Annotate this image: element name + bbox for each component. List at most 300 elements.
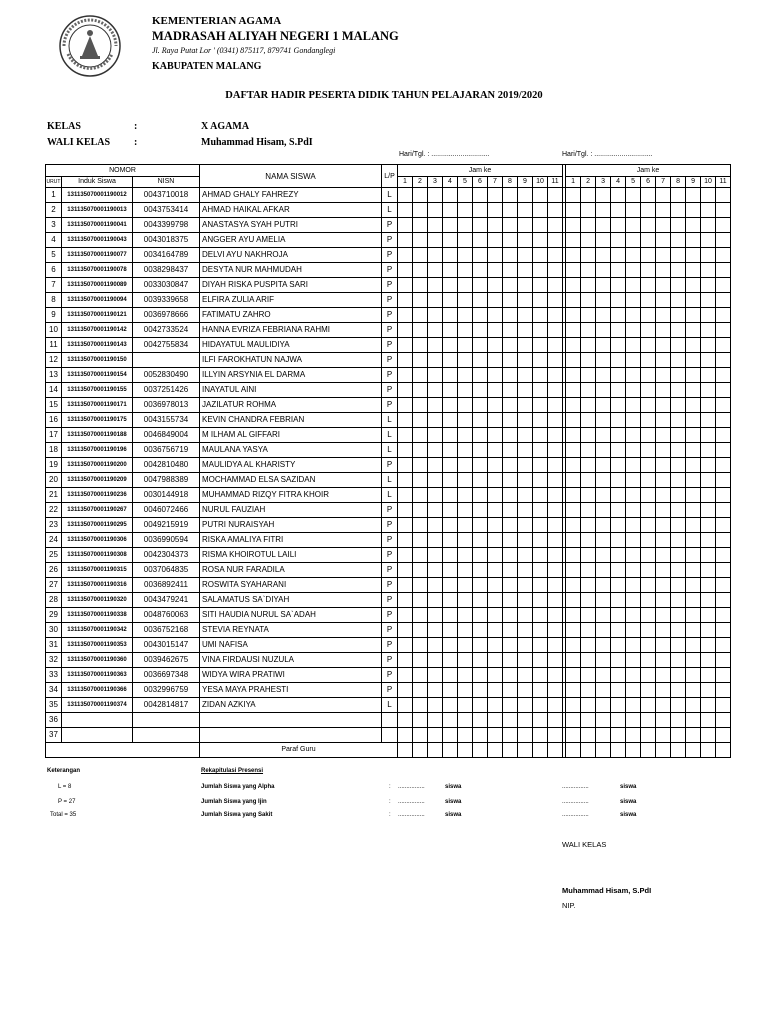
attendance-cell (548, 623, 563, 638)
hour-2: 2 (581, 177, 596, 188)
attendance-cell (611, 698, 626, 713)
attendance-cell (458, 623, 473, 638)
gender: P (382, 593, 398, 608)
table-row (46, 218, 731, 233)
attendance-cell (413, 308, 428, 323)
attendance-cell (533, 188, 548, 203)
attendance-cell (458, 638, 473, 653)
keterangan-label: Keterangan (47, 768, 81, 774)
attendance-cell (518, 203, 533, 218)
attendance-cell (398, 443, 413, 458)
attendance-cell (473, 473, 488, 488)
attendance-cell (473, 443, 488, 458)
attendance-cell (686, 383, 701, 398)
attendance-cell (671, 473, 686, 488)
induk-siswa: 131135070001190077 (62, 248, 133, 263)
student-name: WIDYA WIRA PRATIWI (200, 668, 382, 683)
attendance-cell (473, 668, 488, 683)
attendance-cell (626, 518, 641, 533)
attendance-cell (443, 458, 458, 473)
attendance-cell (548, 308, 563, 323)
attendance-cell (398, 563, 413, 578)
attendance-cell (686, 653, 701, 668)
attendance-cell (518, 188, 533, 203)
student-name: DIYAH RISKA PUSPITA SARI (200, 278, 382, 293)
attendance-cell (413, 443, 428, 458)
attendance-cell (701, 683, 716, 698)
attendance-cell (596, 293, 611, 308)
row-number: 24 (46, 533, 62, 548)
student-name: HANNA EVRIZA FEBRIANA RAHMI (200, 323, 382, 338)
male-count: L = 8 (58, 784, 72, 790)
attendance-cell (626, 263, 641, 278)
attendance-cell (671, 698, 686, 713)
attendance-cell (701, 728, 716, 743)
nisn: 0033030847 (133, 278, 200, 293)
attendance-cell (443, 293, 458, 308)
attendance-cell (566, 548, 581, 563)
attendance-cell (641, 548, 656, 563)
attendance-cell (611, 203, 626, 218)
attendance-cell (596, 443, 611, 458)
attendance-cell (581, 383, 596, 398)
attendance-cell (458, 578, 473, 593)
induk-siswa: 131135070001190154 (62, 368, 133, 383)
attendance-cell (503, 458, 518, 473)
attendance-cell (473, 428, 488, 443)
gender: L (382, 473, 398, 488)
attendance-cell (443, 623, 458, 638)
attendance-cell (701, 548, 716, 563)
attendance-cell (716, 458, 731, 473)
table-row (46, 593, 731, 608)
attendance-cell (548, 188, 563, 203)
attendance-cell (518, 563, 533, 578)
attendance-cell (701, 413, 716, 428)
attendance-cell (443, 683, 458, 698)
attendance-cell (656, 398, 671, 413)
attendance-cell (611, 398, 626, 413)
attendance-cell (488, 188, 503, 203)
attendance-cell (716, 293, 731, 308)
student-name: STEVIA REYNATA (200, 623, 382, 638)
attendance-cell (596, 368, 611, 383)
attendance-cell (398, 398, 413, 413)
sakit-siswa-2: siswa (620, 812, 637, 818)
attendance-cell (413, 338, 428, 353)
table-row (46, 233, 731, 248)
attendance-cell (656, 608, 671, 623)
attendance-cell (503, 218, 518, 233)
attendance-cell (596, 233, 611, 248)
attendance-cell (458, 413, 473, 428)
attendance-cell (686, 488, 701, 503)
table-row (46, 323, 731, 338)
attendance-cell (566, 338, 581, 353)
hour-1: 1 (566, 177, 581, 188)
attendance-cell (596, 428, 611, 443)
attendance-cell (581, 638, 596, 653)
attendance-cell (716, 248, 731, 263)
attendance-cell (533, 668, 548, 683)
alpha-siswa: siswa (445, 784, 462, 790)
row-number: 35 (46, 698, 62, 713)
attendance-cell (641, 473, 656, 488)
attendance-cell (686, 218, 701, 233)
lp-header: L/P (382, 165, 398, 188)
attendance-cell (428, 413, 443, 428)
attendance-cell (611, 503, 626, 518)
attendance-cell (518, 323, 533, 338)
attendance-cell (641, 503, 656, 518)
attendance-cell (413, 233, 428, 248)
nisn: 0037064835 (133, 563, 200, 578)
nisn: 0034164789 (133, 248, 200, 263)
table-row (46, 518, 731, 533)
attendance-cell (473, 488, 488, 503)
attendance-cell (596, 353, 611, 368)
nisn: 0036756719 (133, 443, 200, 458)
attendance-cell (641, 653, 656, 668)
attendance-cell (596, 623, 611, 638)
row-number: 19 (46, 458, 62, 473)
attendance-cell (701, 458, 716, 473)
attendance-cell (686, 443, 701, 458)
attendance-cell (596, 653, 611, 668)
attendance-cell (611, 518, 626, 533)
attendance-cell (641, 188, 656, 203)
attendance-cell (596, 698, 611, 713)
nisn: 0030144918 (133, 488, 200, 503)
attendance-cell (548, 203, 563, 218)
attendance-cell (503, 488, 518, 503)
attendance-cell (716, 383, 731, 398)
attendance-cell (671, 263, 686, 278)
nisn: 0036892411 (133, 578, 200, 593)
nisn: 0043018375 (133, 233, 200, 248)
attendance-cell (581, 473, 596, 488)
student-name: MUHAMMAD RIZQY FITRA KHOIR (200, 488, 382, 503)
attendance-cell (641, 398, 656, 413)
attendance-cell (581, 443, 596, 458)
attendance-cell (701, 668, 716, 683)
gender: P (382, 293, 398, 308)
attendance-cell (686, 338, 701, 353)
attendance-cell (533, 308, 548, 323)
attendance-cell (428, 458, 443, 473)
rekap-label: Rekapitulasi Presensi (201, 768, 264, 774)
attendance-cell (641, 728, 656, 743)
attendance-cell (473, 563, 488, 578)
attendance-cell (428, 263, 443, 278)
attendance-cell (716, 728, 731, 743)
attendance-cell (533, 653, 548, 668)
attendance-cell (473, 248, 488, 263)
attendance-cell (413, 248, 428, 263)
attendance-cell (656, 263, 671, 278)
attendance-cell (503, 428, 518, 443)
attendance-cell (656, 593, 671, 608)
table-row (46, 728, 731, 743)
induk-siswa: 131135070001190316 (62, 578, 133, 593)
attendance-cell (581, 488, 596, 503)
attendance-cell (428, 713, 443, 728)
attendance-cell (656, 458, 671, 473)
attendance-cell (686, 203, 701, 218)
attendance-cell (641, 248, 656, 263)
attendance-cell (611, 713, 626, 728)
attendance-cell (686, 563, 701, 578)
hour-10: 10 (701, 177, 716, 188)
attendance-cell (473, 323, 488, 338)
attendance-cell (413, 353, 428, 368)
attendance-cell (533, 698, 548, 713)
attendance-cell (413, 698, 428, 713)
attendance-cell (398, 653, 413, 668)
attendance-cell (626, 323, 641, 338)
attendance-cell (626, 428, 641, 443)
attendance-cell (596, 383, 611, 398)
attendance-cell (503, 668, 518, 683)
attendance-cell (656, 308, 671, 323)
nisn: 0043710018 (133, 188, 200, 203)
attendance-cell (701, 383, 716, 398)
attendance-cell (503, 548, 518, 563)
attendance-cell (626, 443, 641, 458)
alpha-dots: ................ (398, 784, 425, 790)
attendance-cell (611, 353, 626, 368)
attendance-cell (641, 218, 656, 233)
paraf-cell (716, 743, 731, 758)
gender: P (382, 368, 398, 383)
student-name (200, 728, 382, 743)
attendance-cell (626, 683, 641, 698)
attendance-cell (581, 233, 596, 248)
attendance-cell (488, 248, 503, 263)
attendance-cell (518, 593, 533, 608)
attendance-cell (716, 623, 731, 638)
gender: P (382, 308, 398, 323)
attendance-cell (533, 623, 548, 638)
attendance-cell (641, 368, 656, 383)
attendance-cell (488, 518, 503, 533)
attendance-cell (581, 218, 596, 233)
attendance-cell (533, 218, 548, 233)
attendance-cell (503, 713, 518, 728)
attendance-cell (596, 473, 611, 488)
attendance-cell (671, 728, 686, 743)
nisn: 0052830490 (133, 368, 200, 383)
attendance-cell (641, 518, 656, 533)
attendance-cell (611, 668, 626, 683)
attendance-cell (518, 278, 533, 293)
attendance-cell (701, 698, 716, 713)
attendance-cell (428, 473, 443, 488)
attendance-cell (626, 203, 641, 218)
attendance-cell (488, 323, 503, 338)
student-name: UMI NAFISA (200, 638, 382, 653)
attendance-cell (428, 233, 443, 248)
attendance-cell (596, 338, 611, 353)
attendance-cell (581, 278, 596, 293)
induk-siswa: 131135070001190200 (62, 458, 133, 473)
attendance-cell (518, 308, 533, 323)
attendance-cell (413, 383, 428, 398)
induk-siswa (62, 713, 133, 728)
attendance-cell (596, 683, 611, 698)
attendance-cell (701, 293, 716, 308)
paraf-cell (518, 743, 533, 758)
attendance-cell (503, 323, 518, 338)
gender: P (382, 638, 398, 653)
table-row (46, 548, 731, 563)
row-number: 36 (46, 713, 62, 728)
attendance-cell (443, 668, 458, 683)
attendance-cell (596, 503, 611, 518)
attendance-cell (548, 503, 563, 518)
attendance-cell (596, 398, 611, 413)
attendance-cell (458, 233, 473, 248)
attendance-cell (428, 653, 443, 668)
attendance-cell (398, 263, 413, 278)
attendance-cell (503, 518, 518, 533)
attendance-cell (398, 608, 413, 623)
attendance-cell (641, 428, 656, 443)
hour-10: 10 (533, 177, 548, 188)
attendance-cell (716, 578, 731, 593)
nisn: 0042814817 (133, 698, 200, 713)
nip-label: NIP. (562, 901, 576, 910)
attendance-cell (716, 368, 731, 383)
attendance-cell (626, 728, 641, 743)
alpha-siswa-2: siswa (620, 784, 637, 790)
attendance-cell (656, 413, 671, 428)
attendance-cell (548, 218, 563, 233)
attendance-cell (701, 368, 716, 383)
kelas-value: X AGAMA (201, 121, 250, 132)
attendance-cell (641, 278, 656, 293)
attendance-cell (473, 608, 488, 623)
induk-siswa: 131135070001190360 (62, 653, 133, 668)
attendance-cell (413, 293, 428, 308)
student-name: NURUL FAUZIAH (200, 503, 382, 518)
attendance-cell (716, 683, 731, 698)
hour-5: 5 (626, 177, 641, 188)
attendance-cell (473, 233, 488, 248)
attendance-cell (503, 638, 518, 653)
nisn: 0037251426 (133, 383, 200, 398)
attendance-cell (413, 488, 428, 503)
sakit-dots-2: ................ (562, 812, 589, 818)
attendance-cell (533, 533, 548, 548)
attendance-cell (428, 518, 443, 533)
attendance-cell (443, 383, 458, 398)
attendance-cell (671, 668, 686, 683)
attendance-cell (611, 263, 626, 278)
hour-11: 11 (548, 177, 563, 188)
nisn: 0042810480 (133, 458, 200, 473)
attendance-cell (413, 503, 428, 518)
attendance-cell (611, 188, 626, 203)
attendance-cell (701, 503, 716, 518)
attendance-cell (428, 248, 443, 263)
attendance-cell (701, 518, 716, 533)
attendance-cell (656, 473, 671, 488)
attendance-cell (443, 413, 458, 428)
attendance-cell (518, 458, 533, 473)
induk-siswa: 131135070001190306 (62, 533, 133, 548)
attendance-cell (611, 458, 626, 473)
row-number: 8 (46, 293, 62, 308)
hour-7: 7 (488, 177, 503, 188)
attendance-cell (671, 683, 686, 698)
attendance-cell (428, 308, 443, 323)
attendance-cell (626, 473, 641, 488)
attendance-cell (656, 683, 671, 698)
attendance-cell (701, 653, 716, 668)
gender: P (382, 398, 398, 413)
attendance-cell (473, 293, 488, 308)
table-row (46, 683, 731, 698)
table-row (46, 698, 731, 713)
attendance-cell (656, 368, 671, 383)
student-name: KEVIN CHANDRA FEBRIAN (200, 413, 382, 428)
attendance-cell (686, 398, 701, 413)
attendance-cell (443, 698, 458, 713)
attendance-cell (566, 263, 581, 278)
nisn: 0043479241 (133, 593, 200, 608)
hour-9: 9 (518, 177, 533, 188)
nisn: 0049215919 (133, 518, 200, 533)
attendance-cell (671, 293, 686, 308)
attendance-cell (398, 368, 413, 383)
attendance-cell (518, 383, 533, 398)
student-name: SITI HAUDIA NURUL SA`ADAH (200, 608, 382, 623)
attendance-cell (656, 698, 671, 713)
attendance-cell (458, 263, 473, 278)
attendance-cell (533, 398, 548, 413)
gender: P (382, 668, 398, 683)
attendance-cell (656, 428, 671, 443)
attendance-cell (626, 368, 641, 383)
row-number: 13 (46, 368, 62, 383)
attendance-cell (548, 413, 563, 428)
paraf-cell (566, 743, 581, 758)
attendance-cell (473, 713, 488, 728)
attendance-cell (686, 638, 701, 653)
attendance-cell (671, 338, 686, 353)
attendance-cell (533, 563, 548, 578)
attendance-cell (398, 458, 413, 473)
paraf-cell (641, 743, 656, 758)
attendance-cell (596, 188, 611, 203)
attendance-cell (641, 338, 656, 353)
table-row (46, 308, 731, 323)
attendance-cell (596, 563, 611, 578)
attendance-cell (626, 488, 641, 503)
attendance-cell (686, 503, 701, 518)
attendance-cell (716, 188, 731, 203)
attendance-cell (596, 458, 611, 473)
attendance-cell (626, 338, 641, 353)
attendance-cell (581, 458, 596, 473)
attendance-cell (503, 413, 518, 428)
student-name (200, 713, 382, 728)
attendance-cell (413, 548, 428, 563)
attendance-cell (626, 503, 641, 518)
attendance-cell (533, 473, 548, 488)
wali-kelas-label: WALI KELAS (562, 840, 607, 849)
